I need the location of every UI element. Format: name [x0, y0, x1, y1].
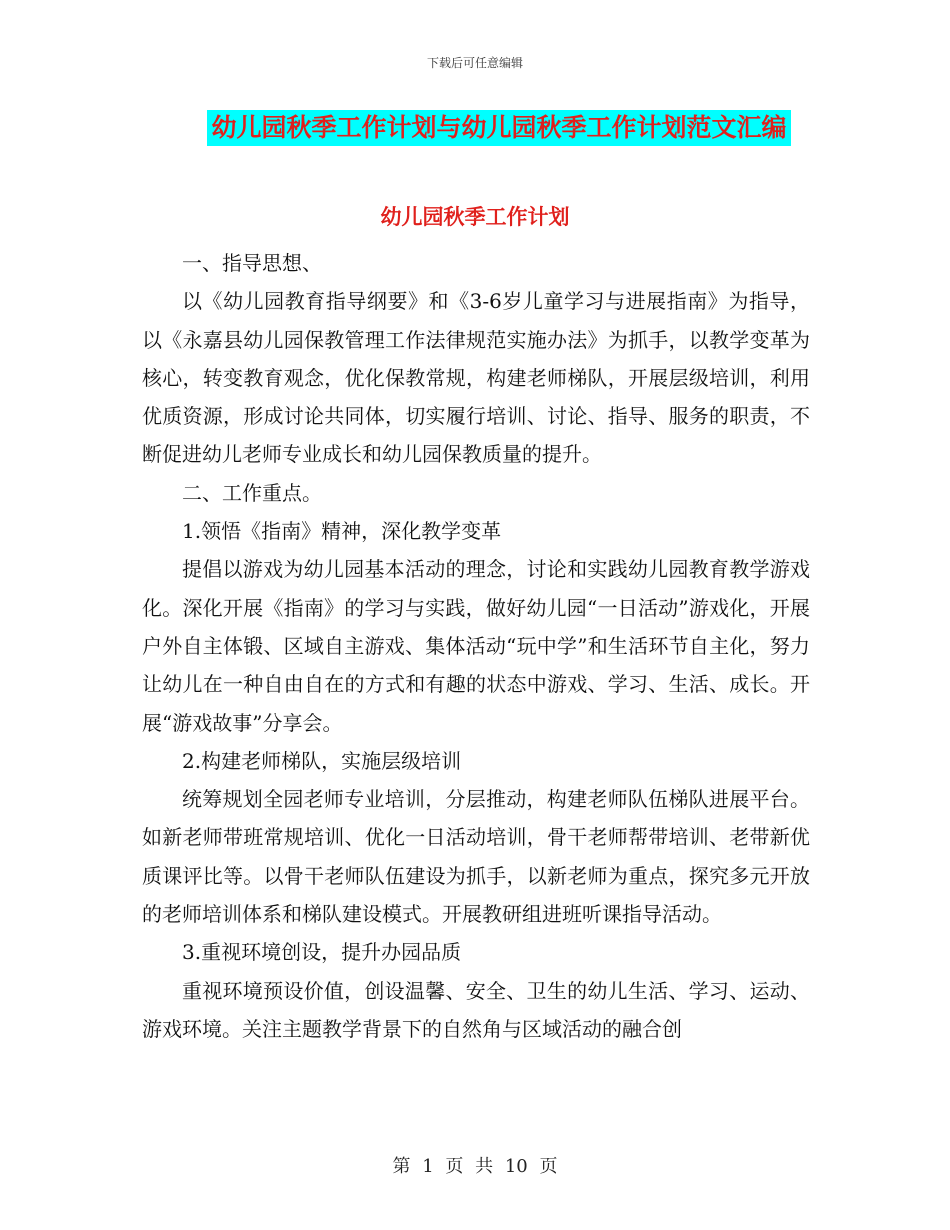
paragraph-subheading-1: 1.领悟《指南》精神，深化教学变革 [182, 519, 502, 544]
document-title: 幼儿园秋季工作计划与幼儿园秋季工作计划范文汇编 [207, 110, 790, 146]
paragraph: 统筹规划全园老师专业培训，分层推动，构建老师队伍梯队进展平台。如新老师带班常规培训、优化一日活动培训，骨干老师帮带培训、老带新优质课评比等。以骨干老师队伍建设为抓手，以新老师为重点，探究多元开放的老师培训体系和梯队建设模式。开展教研组进班听课指导活动。 [142, 787, 810, 927]
paragraph-heading-work-focus: 二、工作重点。 [182, 480, 322, 505]
paragraph: 重视环境预设价值，创设温馨、安全、卫生的幼儿生活、学习、运动、游戏环境。关注主题教学背景下的自然角与区域活动的融合创 [142, 978, 810, 1041]
document-title-container [0, 110, 950, 146]
paragraph-subheading-3: 3.重视环境创设，提升办园品质 [182, 940, 462, 965]
document-body [142, 244, 810, 1048]
paragraph: 以《幼儿园教育指导纲要》和《3-6岁儿童学习与进展指南》为指导，以《永嘉县幼儿园保教管理工作法律规范实施办法》为抓手，以教学变革为核心，转变教育观念，优化保教常规，构建老师梯队，开展层级培训，利用优质资源，形成讨论共同体，切实履行培训、讨论、指导、服务的职责，不断促进幼儿老师专业成长和幼儿园保教质量的提升。 [142, 289, 810, 467]
page-number-footer: 第 1 页 共 10 页 [392, 1156, 558, 1177]
paragraph: 提倡以游戏为幼儿园基本活动的理念，讨论和实践幼儿园教育教学游戏化。深化开展《指南》的学习与实践，做好幼儿园“一日活动”游戏化，开展户外自主体锻、区域自主游戏、集体活动“玩中学”和生活环节自主化，努力让幼儿在一种自由自在的方式和有趣的状态中游戏、学习、生活、成长。开展“游戏故事”分享会。 [142, 557, 810, 735]
section-title: 幼儿园秋季工作计划 [380, 205, 570, 229]
header-note: 下载后可任意编辑 [426, 56, 523, 70]
paragraph-heading-guiding-thought: 一、指导思想、 [182, 251, 322, 275]
paragraph-subheading-2: 2.构建老师梯队，实施层级培训 [182, 748, 462, 773]
